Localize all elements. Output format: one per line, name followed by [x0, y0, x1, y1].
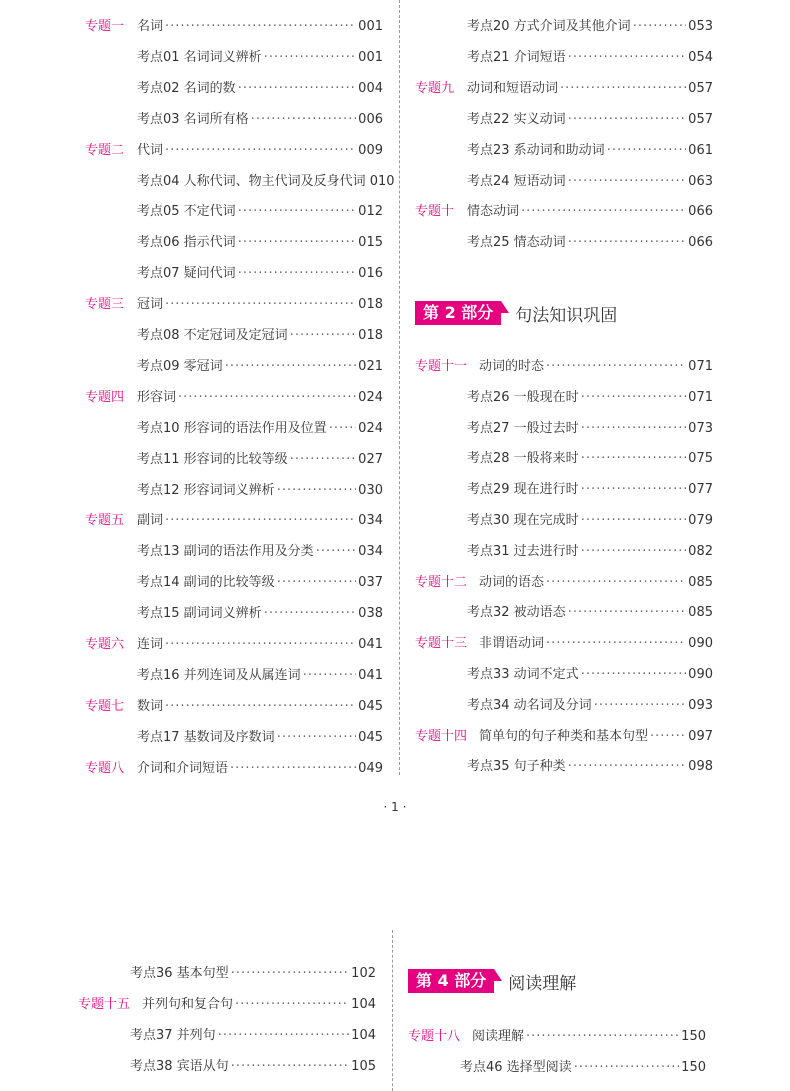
entry-page-number: 024 [358, 389, 383, 405]
topic-label: 专题十二 [415, 574, 468, 590]
toc-kp-entry[interactable] [415, 141, 713, 161]
entry-page-number: 077 [688, 482, 713, 498]
dot-leader [568, 172, 686, 192]
toc-kp-entry[interactable] [85, 48, 383, 68]
toc-topic-entry[interactable] [85, 759, 383, 779]
dot-leader [231, 1057, 349, 1077]
entry-page-number: 054 [688, 49, 713, 65]
entry-page-number: 057 [688, 111, 713, 127]
dot-leader [568, 110, 686, 130]
entry-page-number: 021 [358, 358, 383, 374]
toc-kp-entry[interactable] [78, 1026, 376, 1046]
toc-topic-entry[interactable] [415, 573, 713, 593]
toc-kp-entry[interactable] [415, 233, 713, 253]
toc-kp-entry[interactable] [415, 388, 713, 408]
dot-leader [521, 202, 686, 222]
entry-title: 考点35 句子种类 [467, 759, 566, 775]
dot-leader [560, 79, 686, 99]
toc-kp-entry[interactable] [85, 357, 383, 377]
entry-page-number: 001 [358, 19, 383, 34]
dot-leader [594, 696, 686, 716]
entry-title: 考点12 形容词词义辨析 [137, 482, 275, 498]
dot-leader [218, 1026, 349, 1046]
entry-title: 副词 [137, 513, 164, 529]
entry-page-number: 057 [688, 80, 713, 96]
section-badge: 第 4 部分 [408, 969, 494, 993]
toc-kp-entry[interactable] [85, 604, 383, 624]
entry-title: 考点17 基数词及序数词 [137, 729, 275, 745]
toc-kp-entry[interactable] [85, 79, 383, 99]
entry-page-number: 061 [688, 142, 713, 158]
dot-leader [230, 759, 356, 779]
topic-label: 专题十一 [415, 359, 468, 374]
dot-leader [165, 141, 356, 161]
entry-title: 考点15 副词词义辨析 [137, 606, 262, 622]
entry-title: 考点23 系动词和助动词 [467, 142, 605, 158]
toc-topic-entry[interactable] [85, 635, 383, 655]
topic-label: 专题七 [85, 698, 125, 714]
entry-title: 考点46 选择型阅读 [460, 1060, 572, 1075]
column-divider [392, 930, 393, 1091]
toc-kp-entry[interactable] [415, 542, 713, 562]
page-gap [0, 840, 790, 930]
entry-page-number: 030 [358, 482, 383, 498]
entry-page-number: 150 [681, 1060, 706, 1075]
entry-page-number: 018 [358, 328, 383, 343]
entry-page-number: 018 [358, 297, 383, 313]
entry-page-number: 073 [688, 420, 713, 436]
entry-title: 阅读理解 [472, 1029, 525, 1044]
entry-title: 考点09 零冠词 [137, 358, 223, 374]
dot-leader [546, 634, 686, 654]
entry-title: 考点16 并列连词及从属连词 [137, 667, 301, 683]
entry-page-number: 045 [358, 729, 383, 745]
entry-page-number: 066 [688, 204, 713, 220]
entry-page-number: 090 [688, 667, 713, 682]
toc-kp-entry[interactable] [415, 757, 713, 777]
toc-kp-entry[interactable] [85, 481, 383, 501]
entry-page-number: 066 [688, 235, 713, 251]
toc-kp-entry[interactable] [85, 419, 383, 439]
entry-page-number: 045 [358, 698, 383, 714]
toc-kp-entry[interactable] [415, 17, 713, 37]
dot-leader [238, 202, 356, 222]
entry-title: 考点32 被动语态 [467, 605, 566, 621]
entry-title: 考点31 过去进行时 [467, 543, 579, 559]
toc-kp-entry[interactable] [415, 665, 713, 685]
entry-title: 考点30 现在完成时 [467, 513, 579, 528]
entry-page-number: 104 [351, 1028, 376, 1043]
entry-title: 简单句的句子种类和基本句型 [479, 728, 649, 744]
entry-title: 介词和介词短语 [137, 760, 229, 776]
entry-title: 考点27 一般过去时 [467, 420, 579, 436]
entry-title: 考点24 短语动词 [467, 173, 566, 189]
entry-title: 考点25 情态动词 [467, 235, 566, 251]
dot-leader [546, 357, 686, 377]
entry-title: 考点22 实义动词 [467, 111, 566, 127]
topic-label: 专题十四 [415, 728, 468, 744]
entry-page-number: 037 [358, 575, 383, 591]
toc-kp-entry[interactable] [415, 696, 713, 716]
toc-topic-entry[interactable] [415, 79, 713, 99]
dot-leader [165, 511, 356, 531]
section-header [408, 968, 576, 994]
entry-title: 并列句和复合句 [142, 997, 234, 1012]
toc-topic-entry[interactable] [408, 1027, 706, 1047]
dot-leader [650, 727, 686, 747]
entry-page-number: 049 [358, 760, 383, 776]
topic-label: 专题一 [85, 19, 125, 34]
toc-kp-entry[interactable] [415, 603, 713, 623]
entry-page-number: 038 [358, 606, 383, 622]
topic-label: 专题九 [415, 80, 455, 96]
toc-kp-entry[interactable] [78, 964, 376, 984]
entry-page-number: 097 [688, 728, 713, 744]
section-title: 阅读理解 [508, 973, 577, 994]
toc-kp-entry[interactable] [415, 419, 713, 439]
topic-label: 专题十五 [78, 997, 131, 1012]
dot-leader [235, 995, 349, 1015]
toc-kp-entry[interactable] [78, 1057, 376, 1077]
entry-title: 考点14 副词的比较等级 [137, 575, 275, 591]
dot-leader [581, 511, 686, 531]
entry-title: 考点04 人称代词、物主代词及反身代词 [137, 173, 366, 189]
dot-leader [633, 17, 686, 37]
dot-leader [238, 264, 356, 284]
entry-title: 代词 [137, 142, 164, 158]
entry-page-number: 090 [688, 636, 713, 652]
entry-title: 考点08 不定冠词及定冠词 [137, 328, 288, 343]
entry-title: 考点05 不定代词 [137, 204, 236, 220]
entry-page-number: 085 [688, 574, 713, 590]
entry-title: 考点20 方式介词及其他介词 [467, 19, 631, 34]
topic-label: 专题二 [85, 142, 125, 158]
toc-kp-entry[interactable] [85, 728, 383, 748]
dot-leader [581, 542, 686, 562]
entry-title: 动词和短语动词 [467, 80, 559, 96]
section-header [415, 300, 617, 326]
dot-leader [581, 449, 686, 469]
entry-page-number: 150 [681, 1029, 706, 1044]
dot-leader [290, 326, 356, 346]
entry-title: 动词的语态 [479, 574, 545, 590]
dot-leader [526, 1027, 679, 1047]
entry-page-number: 071 [688, 359, 713, 374]
entry-title: 考点36 基本句型 [130, 966, 229, 981]
toc-kp-entry[interactable] [85, 573, 383, 593]
toc-kp-entry[interactable] [85, 666, 383, 686]
entry-title: 动词的时态 [479, 359, 545, 374]
toc-topic-entry[interactable] [415, 357, 713, 377]
dot-leader [581, 665, 686, 685]
toc-topic-entry[interactable] [415, 202, 713, 222]
dot-leader [581, 419, 686, 439]
entry-title: 考点34 动名词及分词 [467, 697, 592, 713]
dot-leader [264, 604, 356, 624]
toc-topic-entry[interactable] [85, 141, 383, 161]
dot-leader [178, 388, 356, 408]
section-title: 句法知识巩固 [515, 305, 618, 326]
entry-title: 考点38 宾语从句 [130, 1059, 229, 1074]
entry-page-number: 024 [358, 420, 383, 436]
entry-title: 名词 [137, 19, 164, 34]
page-number: · 1 · [383, 800, 407, 814]
dot-leader [329, 419, 356, 439]
entry-page-number: 016 [358, 266, 383, 282]
dot-leader [277, 573, 356, 593]
dot-leader [303, 666, 356, 686]
entry-title: 考点26 一般现在时 [467, 389, 579, 405]
toc-kp-entry[interactable] [85, 233, 383, 253]
entry-page-number: 085 [688, 605, 713, 621]
entry-page-number: 105 [351, 1059, 376, 1074]
section-badge: 第 2 部分 [415, 301, 501, 325]
entry-title: 考点01 名词词义辨析 [137, 49, 262, 65]
toc-kp-entry[interactable] [85, 264, 383, 284]
entry-page-number: 041 [358, 637, 383, 652]
toc-kp-entry[interactable] [85, 326, 383, 346]
toc-topic-entry[interactable] [415, 634, 713, 654]
dot-leader [568, 233, 686, 253]
entry-page-number: 027 [358, 451, 383, 467]
topic-label: 专题六 [85, 637, 125, 652]
entry-page-number: 001 [358, 49, 383, 65]
entry-page-number: 009 [358, 142, 383, 158]
toc-kp-entry[interactable] [85, 110, 383, 130]
entry-title: 考点02 名词的数 [137, 80, 236, 96]
entry-title: 考点21 介词短语 [467, 49, 566, 65]
dot-leader [581, 388, 686, 408]
entry-title: 形容词 [137, 389, 177, 405]
entry-page-number: 104 [351, 997, 376, 1012]
toc-topic-entry[interactable] [85, 697, 383, 717]
entry-page-number: 010 [369, 173, 395, 189]
entry-title: 考点28 一般将来时 [467, 451, 579, 467]
dot-leader [251, 110, 356, 130]
topic-label: 专题八 [85, 760, 125, 776]
toc-kp-entry[interactable] [415, 110, 713, 130]
entry-title: 考点07 疑问代词 [137, 266, 236, 282]
toc-kp-entry[interactable] [408, 1058, 706, 1078]
dot-leader [165, 17, 356, 37]
toc-kp-entry[interactable] [415, 48, 713, 68]
topic-label: 专题三 [85, 297, 125, 313]
toc-kp-entry[interactable] [415, 511, 713, 531]
entry-page-number: 063 [688, 173, 713, 189]
entry-title: 数词 [137, 698, 164, 714]
toc-kp-entry[interactable] [415, 449, 713, 469]
toc-topic-entry[interactable] [85, 388, 383, 408]
topic-label: 专题十八 [408, 1029, 461, 1044]
dot-leader [277, 728, 356, 748]
dot-leader [231, 964, 349, 984]
toc-kp-entry[interactable] [85, 450, 383, 470]
toc-kp-entry[interactable] [415, 480, 713, 500]
dot-leader [546, 573, 686, 593]
toc-page-2 [0, 930, 790, 1091]
entry-title: 连词 [137, 637, 164, 652]
dot-leader [607, 141, 686, 161]
dot-leader [165, 635, 356, 655]
dot-leader [568, 603, 686, 623]
entry-page-number: 098 [688, 759, 713, 775]
toc-topic-entry[interactable] [85, 17, 383, 37]
entry-page-number: 102 [351, 966, 376, 981]
dot-leader [238, 79, 356, 99]
dot-leader [581, 480, 686, 500]
dot-leader [225, 357, 356, 377]
toc-kp-entry[interactable] [85, 172, 395, 192]
entry-page-number: 082 [688, 543, 713, 559]
toc-kp-entry[interactable] [85, 542, 383, 562]
entry-title: 考点06 指示代词 [137, 235, 236, 251]
entry-page-number: 006 [358, 111, 383, 127]
entry-page-number: 004 [358, 80, 383, 96]
entry-page-number: 053 [688, 19, 713, 34]
dot-leader [277, 481, 356, 501]
column-divider [399, 0, 400, 775]
toc-topic-entry[interactable] [78, 995, 376, 1015]
entry-page-number: 079 [688, 513, 713, 528]
entry-title: 考点29 现在进行时 [467, 482, 579, 498]
entry-page-number: 034 [358, 513, 383, 529]
dot-leader [238, 233, 356, 253]
toc-topic-entry[interactable] [85, 295, 383, 315]
toc-topic-entry[interactable] [415, 727, 713, 747]
topic-label: 专题五 [85, 513, 125, 529]
toc-topic-entry[interactable] [85, 511, 383, 531]
entry-page-number: 075 [688, 451, 713, 467]
dot-leader [568, 48, 686, 68]
dot-leader [568, 757, 686, 777]
entry-page-number: 093 [688, 697, 713, 713]
entry-title: 考点13 副词的语法作用及分类 [137, 544, 314, 560]
entry-page-number: 012 [358, 204, 383, 220]
dot-leader [165, 697, 356, 717]
entry-title: 考点11 形容词的比较等级 [137, 451, 288, 467]
dot-leader [165, 295, 356, 315]
toc-kp-entry[interactable] [415, 172, 713, 192]
entry-title: 考点03 名词所有格 [137, 111, 249, 127]
entry-title: 考点33 动词不定式 [467, 667, 579, 682]
entry-title: 非谓语动词 [479, 636, 545, 652]
dot-leader [290, 450, 356, 470]
entry-title: 冠词 [137, 297, 164, 313]
entry-title: 考点10 形容词的语法作用及位置 [137, 420, 327, 436]
entry-page-number: 041 [358, 667, 383, 683]
entry-title: 情态动词 [467, 204, 520, 220]
dot-leader [264, 48, 356, 68]
entry-page-number: 015 [358, 235, 383, 251]
topic-label: 专题十 [415, 204, 455, 220]
topic-label: 专题四 [85, 389, 125, 405]
entry-page-number: 071 [688, 389, 713, 405]
topic-label: 专题十三 [415, 636, 468, 652]
entry-page-number: 034 [358, 544, 383, 560]
entry-title: 考点37 并列句 [130, 1028, 216, 1043]
dot-leader [316, 542, 356, 562]
toc-kp-entry[interactable] [85, 202, 383, 222]
dot-leader [574, 1058, 679, 1078]
